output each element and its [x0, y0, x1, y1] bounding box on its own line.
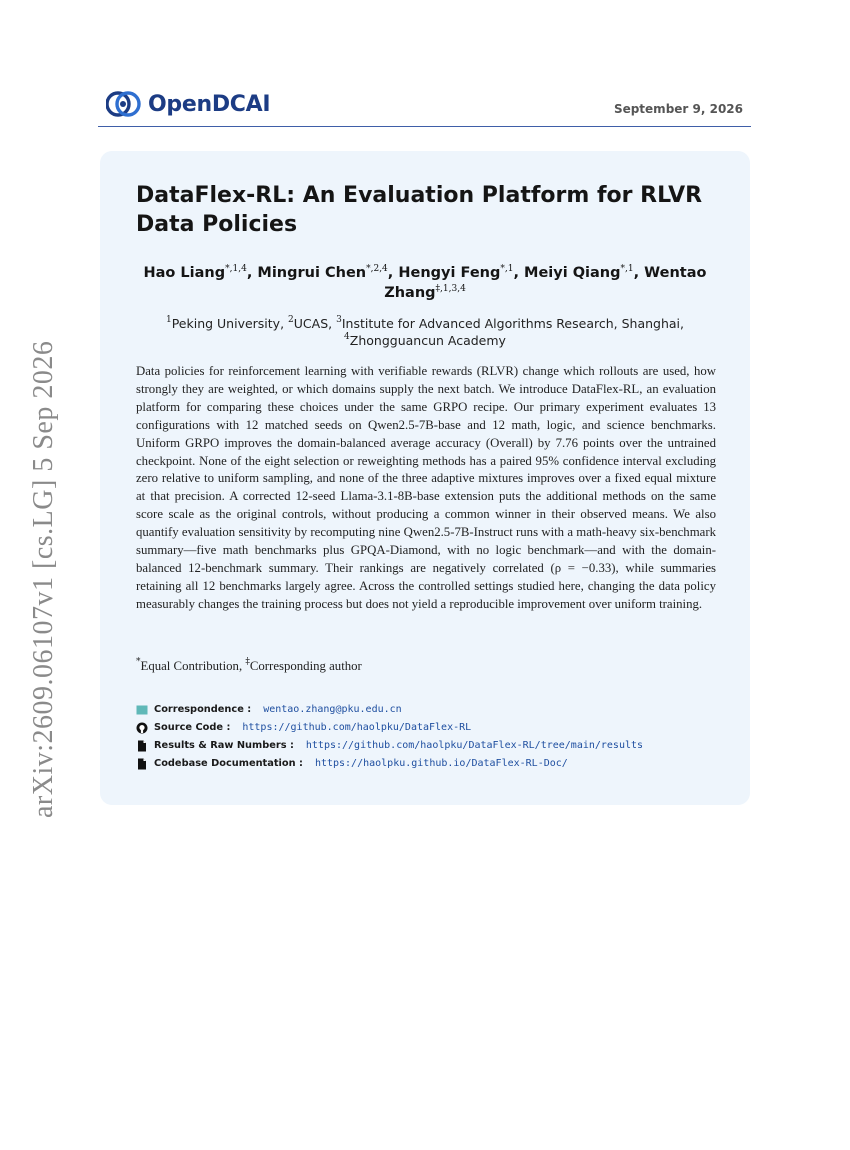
author-marks: ‡,1,3,4: [435, 284, 466, 294]
affiliation-number: 3: [336, 315, 342, 325]
document-icon: [136, 740, 148, 752]
affiliation-name: Zhongguancun Academy: [349, 333, 506, 348]
author-list: Hao Liang$^{*,1,4}$, Mingrui Chen$^{*,2,4}$, Hengyi Feng$^{*,1}$, Meiyi Qiang$^{*,1}$, Wentao Zhang$^{\ddagger,1,3,4}$: [143, 264, 707, 301]
affiliation-list: $^1$Peking University, $^2$UCAS, $^3$Institute for Advanced Algorithms Research, Shanghai, $^4$Zhongguancun Academy: [165, 315, 685, 348]
documentation-link[interactable]: https://haolpku.github.io/DataFlex-RL-Doc/: [314, 758, 568, 769]
corresponding-mark: ‡: [245, 657, 250, 667]
link-label: Correspondence :: [154, 704, 252, 715]
author-marks: *,1: [620, 264, 634, 274]
envelope-icon: [136, 704, 148, 716]
link-label: Codebase Documentation :: [154, 758, 303, 769]
affiliation-name: Peking University: [171, 316, 281, 331]
author-name: Hengyi Feng: [398, 265, 501, 281]
arxiv-stamp: arXiv:2609.06107v1 [cs.LG] 5 Sep 2026: [28, 340, 59, 818]
equal-mark: *: [136, 657, 141, 667]
correspondence-email-link[interactable]: wentao.zhang@pku.edu.cn: [263, 704, 402, 715]
page-header: [98, 84, 751, 127]
affiliation-number: 1: [165, 315, 172, 325]
affiliation-name: Institute for Advanced Algorithms Research, Shanghai: [341, 316, 681, 331]
author-name: Wentao Zhang: [384, 265, 707, 301]
author-marks: *,2,4: [366, 264, 388, 274]
abstract-text: Data policies for reinforcement learning with verifiable rewards (RLVR) change which rollouts are used, how strongly they are weighted, or which domains supply the next batch. We introduce DataFlex-RL, an evaluation platform for comparing these choices under the same GRPO recipe. Our primary experiment evaluates 13 configurations with 12 matched seeds on Qwen2.5-7B-base and 12 math, logic, and science benchmarks. Uniform GRPO improves the domain-balanced average accuracy (Overall) by 7.76 points over the untrained checkpoint. None of the eight selection or reweighting methods has a paired 95% confidence interval excluding zero relative to uniform sampling, and none of the three adaptive mixtures improves over a fixed equal mixture at that precision. A corrected 12-seed Llama-3.1-8B-base extension puts the additional methods on the same score scale as the original controls, without producing a common winner in their observed means. We also quantify evaluation sensitivity by recomputing nine Qwen2.5-7B-Instruct runs with a math-heavy six-benchmark summary—five math benchmarks plus GPQA-Diamond, with no logic benchmark—and with the domain-balanced 12-benchmark summary. Their rankings are negatively correlated (ρ = −0.33), while summaries retaining all 12 benchmarks largely agree. Across the controlled settings studied here, changing the data policy measurably changes the training process but does not yield a reproducible improvement over uniform training.: [136, 364, 716, 611]
source-code-link[interactable]: https://github.com/haolpku/DataFlex-RL: [242, 722, 472, 733]
author-marks: *,1: [500, 264, 514, 274]
logo: [106, 87, 270, 121]
affiliation-name: UCAS: [293, 316, 329, 331]
results-link[interactable]: https://github.com/haolpku/DataFlex-RL/tree/main/results: [305, 740, 644, 751]
affiliation-number: 4: [344, 332, 350, 342]
author-name: Meiyi Qiang: [524, 265, 621, 281]
author-name: Mingrui Chen: [257, 265, 367, 281]
link-row-docs: [136, 755, 726, 773]
document-icon: [136, 758, 148, 770]
links-list: [136, 701, 726, 773]
link-row-results: [136, 737, 726, 755]
contribution-footnote: [136, 659, 716, 674]
opendcai-logo-icon: [106, 87, 142, 121]
author-name: Hao Liang: [143, 265, 226, 281]
equal-contribution-text: Equal Contribution,: [140, 659, 246, 673]
link-row-source-code: [136, 719, 726, 737]
author-marks: *,1,4: [225, 264, 247, 274]
affiliation-number: 2: [288, 315, 294, 325]
abstract-panel: [100, 151, 750, 805]
corresponding-author-text: Corresponding author: [249, 659, 362, 673]
link-label: Results & Raw Numbers :: [154, 740, 294, 751]
link-label: Source Code :: [154, 722, 231, 733]
header-date: September 9, 2026: [613, 102, 743, 116]
paper-title: DataFlex-RL: An Evaluation Platform for RLVR Data Policies: [136, 183, 703, 237]
logo-text: OpenDCAI: [148, 91, 271, 117]
link-row-correspondence: [136, 701, 726, 719]
github-icon: [136, 722, 148, 734]
